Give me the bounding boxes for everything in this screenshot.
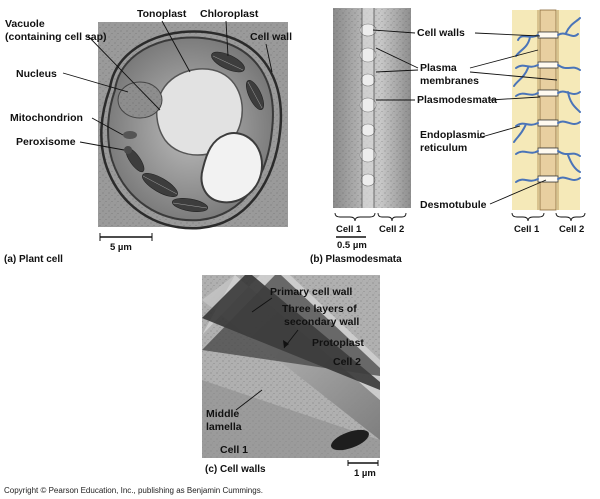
label-cell1-c: Cell 1 [220, 444, 249, 456]
label-chloroplast: Chloroplast [200, 8, 259, 20]
copyright-text: Copyright © Pearson Education, Inc., publishing as Benjamin Cummings. [4, 486, 263, 495]
label-cell-walls: Cell walls [417, 27, 465, 39]
label-nucleus: Nucleus [16, 68, 57, 80]
micrograph-wall-channel [360, 8, 376, 208]
label-plasma: Plasma [420, 62, 457, 74]
label-er-sub: reticulum [420, 142, 468, 154]
label-plasmodesmata: Plasmodesmata [417, 94, 497, 106]
label-plasma-sub: membranes [420, 75, 479, 87]
label-desmotubule: Desmotubule [420, 199, 487, 211]
label-vacuole: Vacuole [5, 18, 45, 30]
label-middle-lamella: Middle [206, 408, 240, 420]
label-peroxisome: Peroxisome [16, 136, 76, 148]
panel-c-cell-walls [202, 275, 380, 479]
scale-label-a: 5 µm [110, 242, 132, 253]
label-primary-wall: Primary cell wall [270, 286, 353, 298]
micro-cell2-label: Cell 2 [379, 224, 405, 235]
scale-label-b: 0.5 µm [337, 240, 367, 251]
label-secondary-wall-sub: secondary wall [284, 316, 360, 328]
diagram-cell2-label: Cell 2 [559, 224, 585, 235]
caption-c: (c) Cell walls [205, 464, 266, 475]
label-cell-wall: Cell wall [250, 31, 293, 43]
label-er: Endoplasmic [420, 129, 486, 141]
panel-a-plant-cell [4, 8, 292, 265]
label-middle-lamella-sub: lamella [206, 421, 242, 433]
caption-b: (b) Plasmodesmata [310, 254, 402, 265]
diagram-cell1-label: Cell 1 [514, 224, 540, 235]
peroxisome-shape [124, 146, 132, 154]
scale-label-c: 1 µm [354, 468, 376, 479]
label-tonoplast: Tonoplast [137, 8, 187, 20]
label-protoplast: Protoplast [312, 337, 364, 349]
mitochondrion-shape [123, 131, 137, 139]
caption-a: (a) Plant cell [4, 254, 63, 265]
label-secondary-wall: Three layers of [282, 303, 357, 315]
micro-cell1-label: Cell 1 [336, 224, 362, 235]
panel-b-plasmodesmata [310, 8, 585, 265]
label-cell2-c: Cell 2 [333, 356, 362, 368]
label-mitochondrion: Mitochondrion [10, 112, 83, 124]
label-vacuole-sub: (containing cell sap) [5, 31, 107, 43]
